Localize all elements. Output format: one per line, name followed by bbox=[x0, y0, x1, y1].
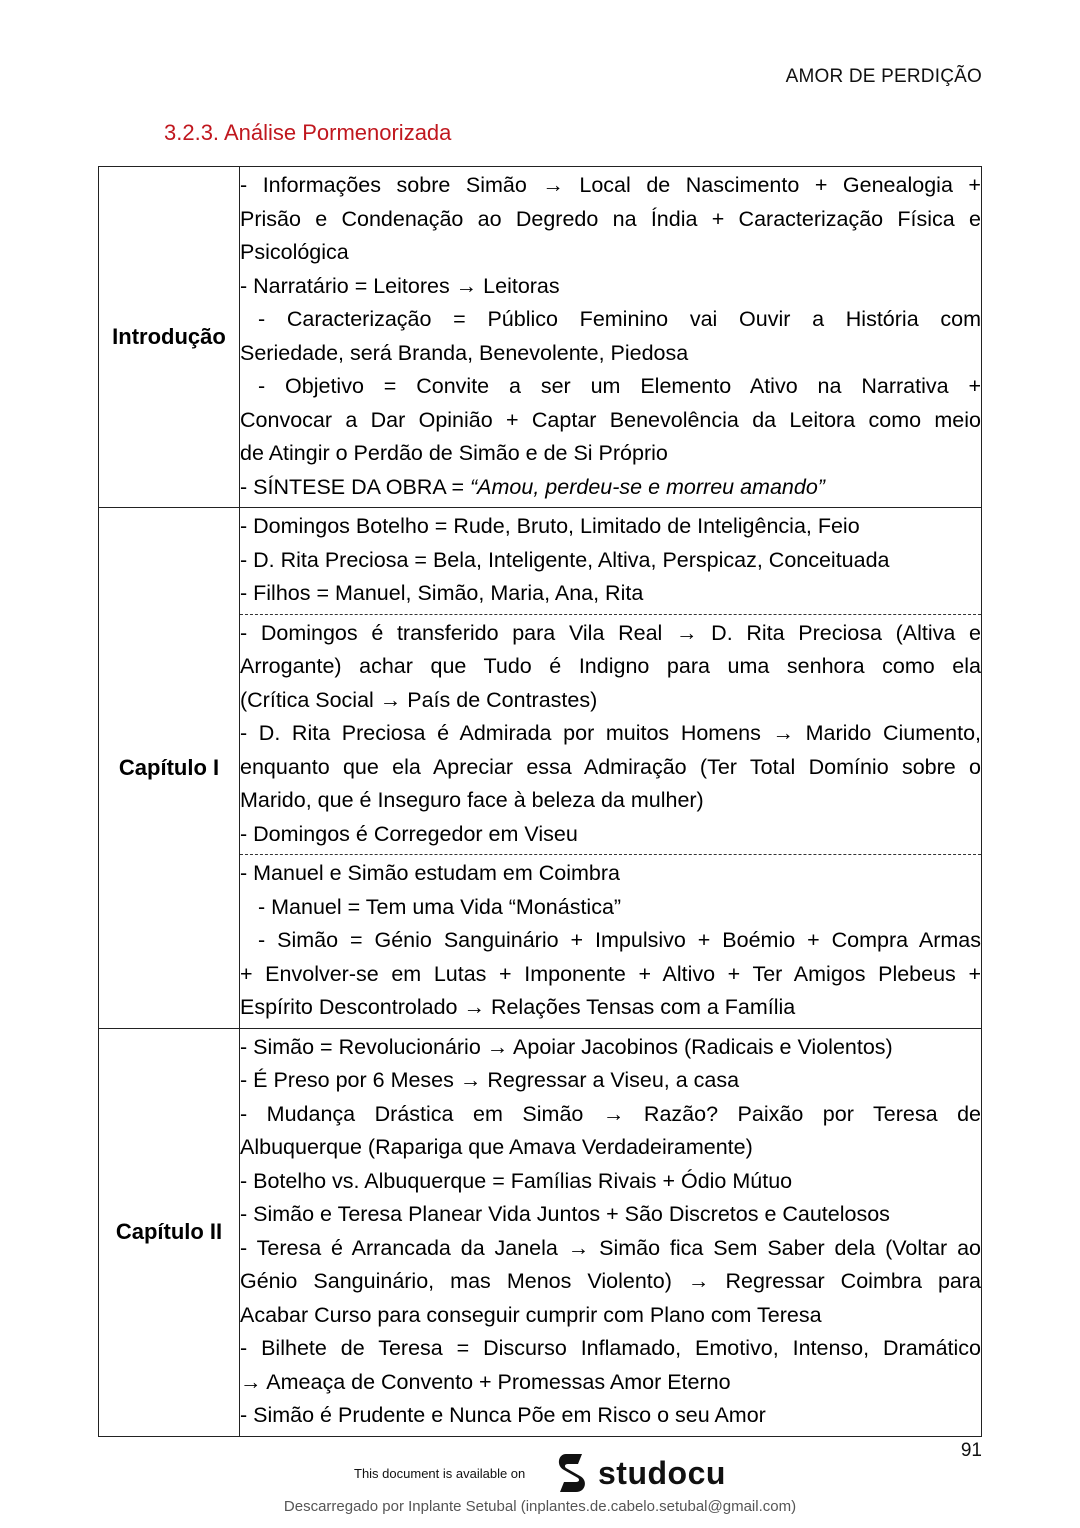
synthesis-quote: “Amou, perdeu-se e morreu amando” bbox=[470, 474, 825, 499]
row-content bbox=[240, 508, 982, 1029]
studocu-logo[interactable] bbox=[552, 1452, 726, 1494]
row-label: Introdução bbox=[99, 167, 240, 508]
content-block bbox=[240, 167, 981, 507]
text-line: - Narratário = Leitores → Leitoras bbox=[240, 273, 560, 298]
text-line: - Teresa é Arrancada da Janela → Simão fica Sem Saber dela (Voltar ao bbox=[240, 1235, 981, 1260]
text-line: Prisão e Condenação ao Degredo na Índia + Caracterização Física e bbox=[240, 206, 981, 231]
section-title: 3.2.3. Análise Pormenorizada bbox=[164, 120, 452, 145]
text-line: - Mudança Drástica em Simão → Razão? Paixão por Teresa de bbox=[240, 1101, 981, 1126]
text-line: - Simão e Teresa Planear Vida Juntos + São Discretos e Cautelosos bbox=[240, 1202, 890, 1226]
row-content bbox=[240, 1028, 982, 1436]
text-line: - Domingos é Corregedor em Viseu bbox=[240, 821, 578, 846]
text-line: Arrogante) achar que Tudo é Indigno para uma senhora como ela bbox=[240, 654, 981, 678]
page-number: 91 bbox=[960, 1440, 982, 1461]
text-line: - Bilhete de Teresa = Discurso Inflamado, Emotivo, Intenso, Dramático bbox=[240, 1336, 981, 1360]
text-line: → Ameaça de Convento + Promessas Amor Eterno bbox=[240, 1369, 731, 1394]
synthesis-prefix: - SÍNTESE DA OBRA = bbox=[240, 474, 471, 499]
content-block bbox=[240, 508, 981, 614]
text-line: + Envolver-se em Lutas + Imponente + Altivo + Ter Amigos Plebeus + bbox=[240, 961, 981, 986]
text-line: - Caracterização = Público Feminino vai Ouvir a História com bbox=[258, 307, 981, 331]
text-line: enquanto que ela Apreciar essa Admiração (Ter Total Domínio sobre o bbox=[240, 754, 981, 779]
text-line: - Simão = Génio Sanguinário + Impulsivo + Boémio + Compra Armas bbox=[258, 928, 981, 952]
text-line: - Filhos = Manuel, Simão, Maria, Ana, Rita bbox=[240, 581, 644, 605]
text-line: Génio Sanguinário, mas Menos Violento) → Regressar Coimbra para bbox=[240, 1269, 981, 1293]
text-line: - Manuel = Tem uma Vida “Monástica” bbox=[258, 894, 622, 919]
text-line: Espírito Descontrolado → Relações Tensas com a Família bbox=[240, 995, 796, 1019]
download-attribution: Descarregado por Inplante Setubal (inplantes.de.cabelo.setubal@gmail.com) bbox=[283, 1498, 797, 1515]
text-line: Psicológica bbox=[240, 240, 349, 264]
analysis-table bbox=[98, 166, 982, 1437]
content-block bbox=[240, 614, 981, 855]
text-line: - Domingos é transferido para Vila Real → D. Rita Preciosa (Altiva e bbox=[240, 620, 981, 645]
text-line: de Atingir o Perdão de Simão e de Si Próprio bbox=[240, 441, 668, 465]
studocu-logo-text: studocu bbox=[598, 1454, 726, 1491]
text-line: - Manuel e Simão estudam em Coimbra bbox=[240, 861, 620, 885]
synthesis-line bbox=[240, 471, 981, 505]
studocu-logo-icon bbox=[552, 1452, 592, 1494]
text-line: (Crítica Social → País de Contrastes) bbox=[240, 687, 598, 712]
content-block bbox=[240, 854, 981, 1028]
header-title: AMOR DE PERDIÇÃO bbox=[785, 66, 982, 87]
text-line: - Domingos Botelho = Rude, Bruto, Limitado de Inteligência, Feio bbox=[240, 514, 860, 538]
text-line: - É Preso por 6 Meses → Regressar a Viseu, a casa bbox=[240, 1068, 740, 1092]
available-on-text: This document is available on bbox=[354, 1466, 526, 1481]
text-line: - Objetivo = Convite a ser um Elemento Ativo na Narrativa + bbox=[258, 374, 981, 398]
text-line: Marido, que é Inseguro face à beleza da mulher) bbox=[240, 788, 704, 812]
text-line: - Simão é Prudente e Nunca Põe em Risco o seu Amor bbox=[240, 1403, 766, 1427]
table-row-introducao bbox=[99, 167, 982, 508]
text-line: Albuquerque (Rapariga que Amava Verdadeiramente) bbox=[240, 1135, 753, 1159]
text-line: Convocar a Dar Opinião + Captar Benevolência da Leitora como meio bbox=[240, 407, 981, 432]
table-row-capitulo-1 bbox=[99, 508, 982, 1029]
row-content bbox=[240, 167, 982, 508]
text-line: - D. Rita Preciosa é Admirada por muitos Homens → Marido Ciumento, bbox=[240, 721, 981, 745]
table-row-capitulo-2 bbox=[99, 1028, 982, 1436]
row-label: Capítulo I bbox=[99, 508, 240, 1029]
text-line: - Simão = Revolucionário → Apoiar Jacobinos (Radicais e Violentos) bbox=[240, 1034, 893, 1059]
text-line: Acabar Curso para conseguir cumprir com Plano com Teresa bbox=[240, 1302, 822, 1327]
content-block bbox=[240, 1029, 981, 1436]
text-line: - D. Rita Preciosa = Bela, Inteligente, Altiva, Perspicaz, Conceituada bbox=[240, 547, 890, 572]
text-line: Seriedade, será Branda, Benevolente, Piedosa bbox=[240, 340, 689, 365]
text-line: - Informações sobre Simão → Local de Nascimento + Genealogia + bbox=[240, 173, 981, 197]
text-line: - Botelho vs. Albuquerque = Famílias Rivais + Ódio Mútuo bbox=[240, 1168, 793, 1193]
row-label: Capítulo II bbox=[99, 1028, 240, 1436]
